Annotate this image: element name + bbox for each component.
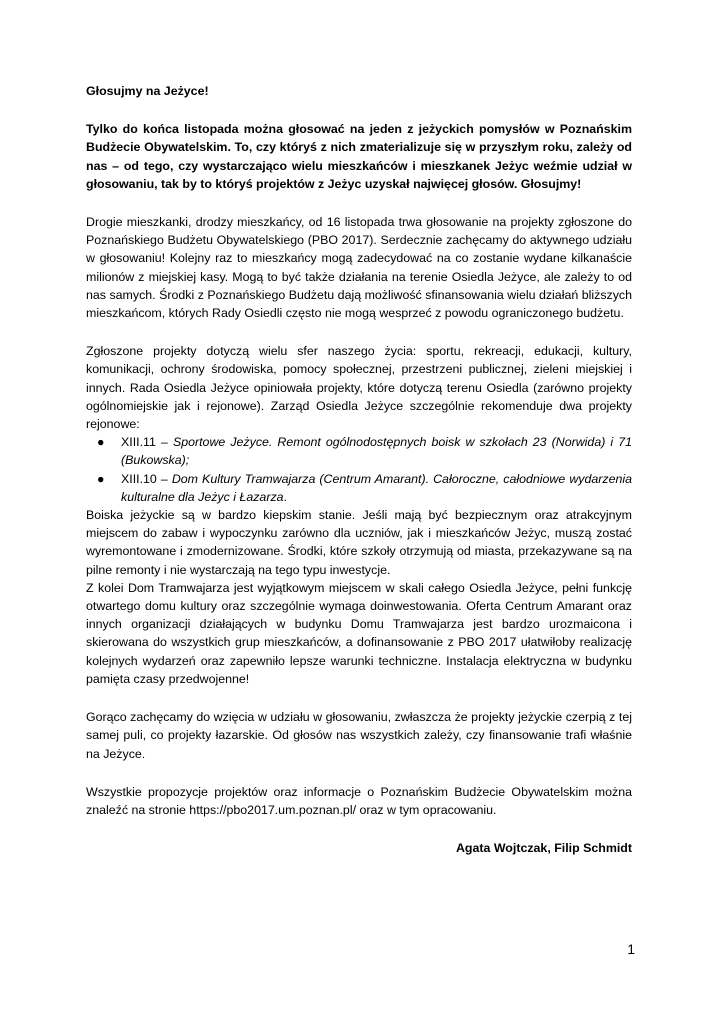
bullet-icon: ● (97, 435, 105, 450)
page-number: 1 (627, 941, 635, 957)
project-dash: – (156, 471, 172, 486)
project-name: Sportowe Jeżyce. Remont ogólnodostępnych boisk w szkołach 23 (Norwida) i 71 (Bukowska); (121, 435, 632, 468)
project-end: . (283, 489, 287, 504)
document-title: Głosujmy na Jeżyce! (86, 84, 209, 98)
project-name: Dom Kultury Tramwajarza (Centrum Amarant). Całoroczne, całodniowe wydarzenia kulturalne dla Jeżyc i Łazarza (121, 471, 632, 504)
paragraph-fields: Boiska jeżyckie są w bardzo kiepskim stanie. Jeśli mają być bezpiecznym oraz atrakcyjnym miejscem do zabaw i wypoczynku zarówno dla uczniów, jak i mieszkańców Jeżyc, muszą zostać wyremontowane i zmodernizowane. Środki, które szkoły otrzymują od miasta, przekazywane są na pilne remonty i nie wystarczają na tego typu inwestycje. (86, 508, 632, 577)
list-item (86, 433, 632, 469)
project-dash: – (155, 435, 173, 450)
signature: Agata Wojtczak, Filip Schmidt (455, 841, 632, 856)
paragraph-info: Wszystkie propozycje projektów oraz informacje o Poznańskim Budżecie Obywatelskim można znaleźć na stronie https://pbo2017.um.poznan.pl/ oraz w tym opracowaniu. (86, 784, 632, 817)
recommended-projects-list (86, 433, 632, 506)
lead-paragraph: Tylko do końca listopada można głosować na jeden z jeżyckich pomysłów w Poznańskim Budżecie Obywatelskim. To, czy któryś z nich zmaterializuje się w przyszłym roku, zależy od nas – od tego, czy wystarczająco wielu mieszkańców i mieszkanek Jeżyc weźmie udział w głosowaniu, tak by to któryś projektów z Jeżyc uzyskał najwięcej głosów. Głosujmy! (86, 122, 632, 191)
document-body (86, 82, 632, 857)
paragraph-tram-house: Z kolei Dom Tramwajarza jest wyjątkowym miejscem w skali całego Osiedla Jeżyce, pełni funkcję otwartego domu kultury oraz szczególnie wymaga doinwestowania. Oferta Centrum Amarant oraz innych organizacji działających w budynku Domu Tramwajarza jest bardzo urozmaicona i skierowana do wszystkich grup mieszkańców, a dofinansowanie z PBO 2017 ułatwiłoby realizację kolejnych wydarzeń oraz zapewniło lepsze warunki techniczne. Instalacja elektryczna w budynku pamięta czasy przedwojenne! (86, 580, 632, 686)
list-item (86, 470, 632, 506)
paragraph-projects: Zgłoszone projekty dotyczą wielu sfer naszego życia: sportu, rekreacji, edukacji, kultury, komunikacji, ochrony środowiska, pomocy społecznej, przestrzeni publicznej, zieleni miejskiej i innych. Rada Osiedla Jeżyce opiniowała projekty, które dotyczą terenu Osiedla (zarówno projekty ogólnomiejskie jak i rejonowe). Zarząd Osiedla Jeżyce szczególnie rekomenduje dwa projekty rejonowe: (86, 344, 632, 432)
project-code: XIII.11 (121, 435, 156, 450)
project-code: XIII.10 (121, 471, 157, 486)
paragraph-call-to-vote: Gorąco zachęcamy do wzięcia w udziału w głosowaniu, zwłaszcza że projekty jeżyckie czerpią z tej samej puli, co projekty łazarskie. Od głosów nas wszystkich zależy, czy finansowanie trafi właśnie na Jeżyce. (86, 710, 632, 761)
bullet-icon: ● (97, 471, 105, 486)
paragraph-intro: Drogie mieszkanki, drodzy mieszkańcy, od 16 listopada trwa głosowanie na projekty zgłoszone do Poznańskiego Budżetu Obywatelskiego (PBO 2017). Serdecznie zachęcamy do aktywnego udziału w głosowaniu! Kolejny raz to mieszkańcy mogą zadecydować na co zostanie wydane kilkanaście milionów z miejskiej kasy. Mogą to być także działania na terenie Osiedla Jeżyce, ale zależy to od nas samych. Środki z Poznańskiego Budżetu dają możliwość sfinansowania wielu działań bliższych mieszkańcom, których Rady Osiedli często nie mogą wesprzeć z powodu ograniczonego budżetu. (86, 215, 632, 321)
